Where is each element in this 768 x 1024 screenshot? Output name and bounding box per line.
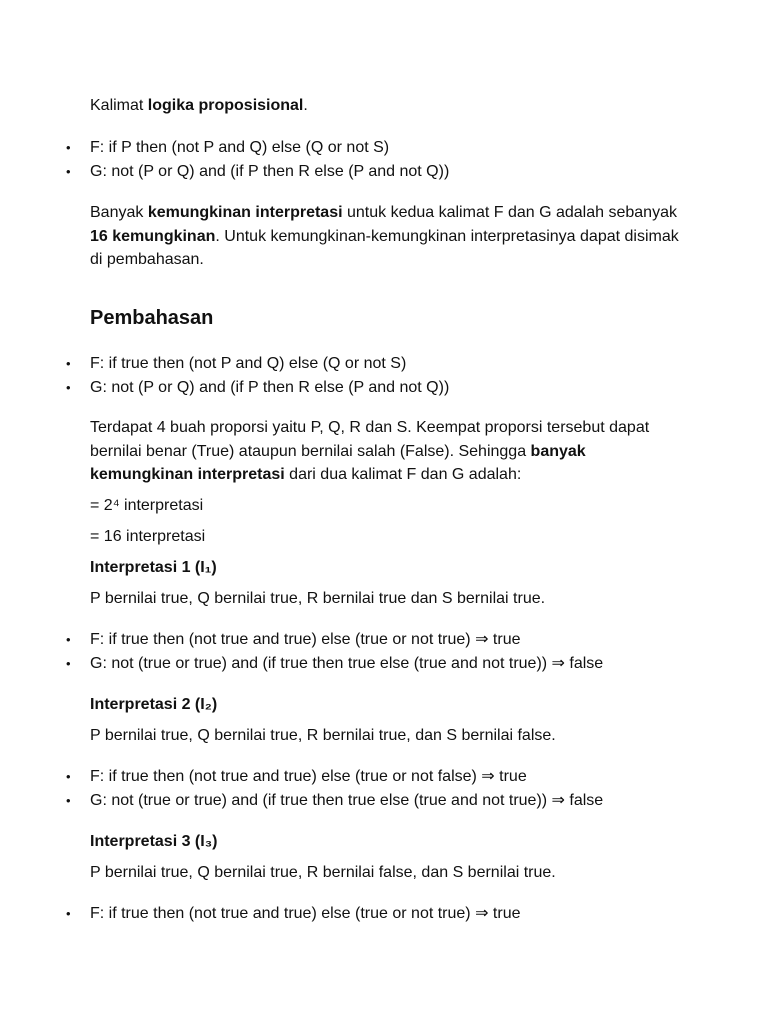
summary-text: . Untuk kemungkinan-kemungkinan interpretasinya dapat disimak di pembahasan.: [90, 227, 679, 268]
list-item: • F: if true then (not P and Q) else (Q or not S): [0, 352, 449, 376]
sentence-list: [0, 136, 449, 183]
interpretation-desc: P bernilai true, Q bernilai true, R bernilai false, dan S bernilai true.: [90, 864, 556, 881]
summary-bold-term: kemungkinan interpretasi: [147, 204, 343, 221]
interpretation-title: Interpretasi 2 (I₂): [90, 696, 218, 713]
list-item: • F: if true then (not true and true) else (true or not true) ⇒ true: [0, 902, 521, 926]
list-item: • G: not (true or true) and (if true then true else (true and not true)) ⇒ false: [0, 652, 603, 676]
interpretation-list: [0, 628, 603, 675]
intro-paragraph: [90, 94, 690, 118]
list-item: • F: if true then (not true and true) else (true or not true) ⇒ true: [0, 628, 603, 652]
explanation-paragraph: [90, 416, 690, 487]
intro-bold-term: logika proposisional: [147, 97, 304, 114]
explanation-text: dari dua kalimat F dan G adalah:: [284, 466, 522, 483]
intro-text: Kalimat: [90, 97, 148, 114]
interpretation-list: [0, 765, 603, 812]
summary-text: untuk kedua kalimat F dan G adalah sebanyak: [342, 204, 677, 221]
explanation-bold-term: banyak kemungkinan interpretasi: [90, 442, 586, 483]
section-heading: Pembahasan: [90, 307, 214, 329]
explanation-text: Terdapat 4 buah proporsi yaitu P, Q, R dan S. Keempat proporsi tersebut dapat bernilai benar (True) ataupun bernilai salah (False). Sehingga: [90, 419, 650, 460]
summary-paragraph: [90, 201, 690, 272]
sentence-list: [0, 352, 449, 399]
summary-text: Banyak: [90, 204, 148, 221]
interpretation-list: [0, 902, 521, 926]
interpretation-desc: P bernilai true, Q bernilai true, R bernilai true dan S bernilai true.: [90, 590, 546, 607]
interpretation-desc: P bernilai true, Q bernilai true, R bernilai true, dan S bernilai false.: [90, 727, 556, 744]
summary-bold-count: 16 kemungkinan: [90, 227, 216, 245]
equation-line: = 16 interpretasi: [90, 528, 206, 545]
interpretation-title: Interpretasi 1 (I₁): [90, 559, 217, 576]
intro-period: .: [303, 97, 308, 114]
list-item: • G: not (P or Q) and (if P then R else (P and not Q)): [0, 376, 449, 400]
list-item: • F: if true then (not true and true) else (true or not false) ⇒ true: [0, 765, 603, 789]
interpretation-title: Interpretasi 3 (I₃): [90, 833, 218, 850]
list-item: • G: not (P or Q) and (if P then R else (P and not Q)): [0, 160, 449, 184]
equation-line: = 2⁴ interpretasi: [90, 497, 204, 514]
list-item: • G: not (true or true) and (if true then true else (true and not true)) ⇒ false: [0, 789, 603, 813]
list-item: • F: if P then (not P and Q) else (Q or not S): [0, 136, 449, 160]
